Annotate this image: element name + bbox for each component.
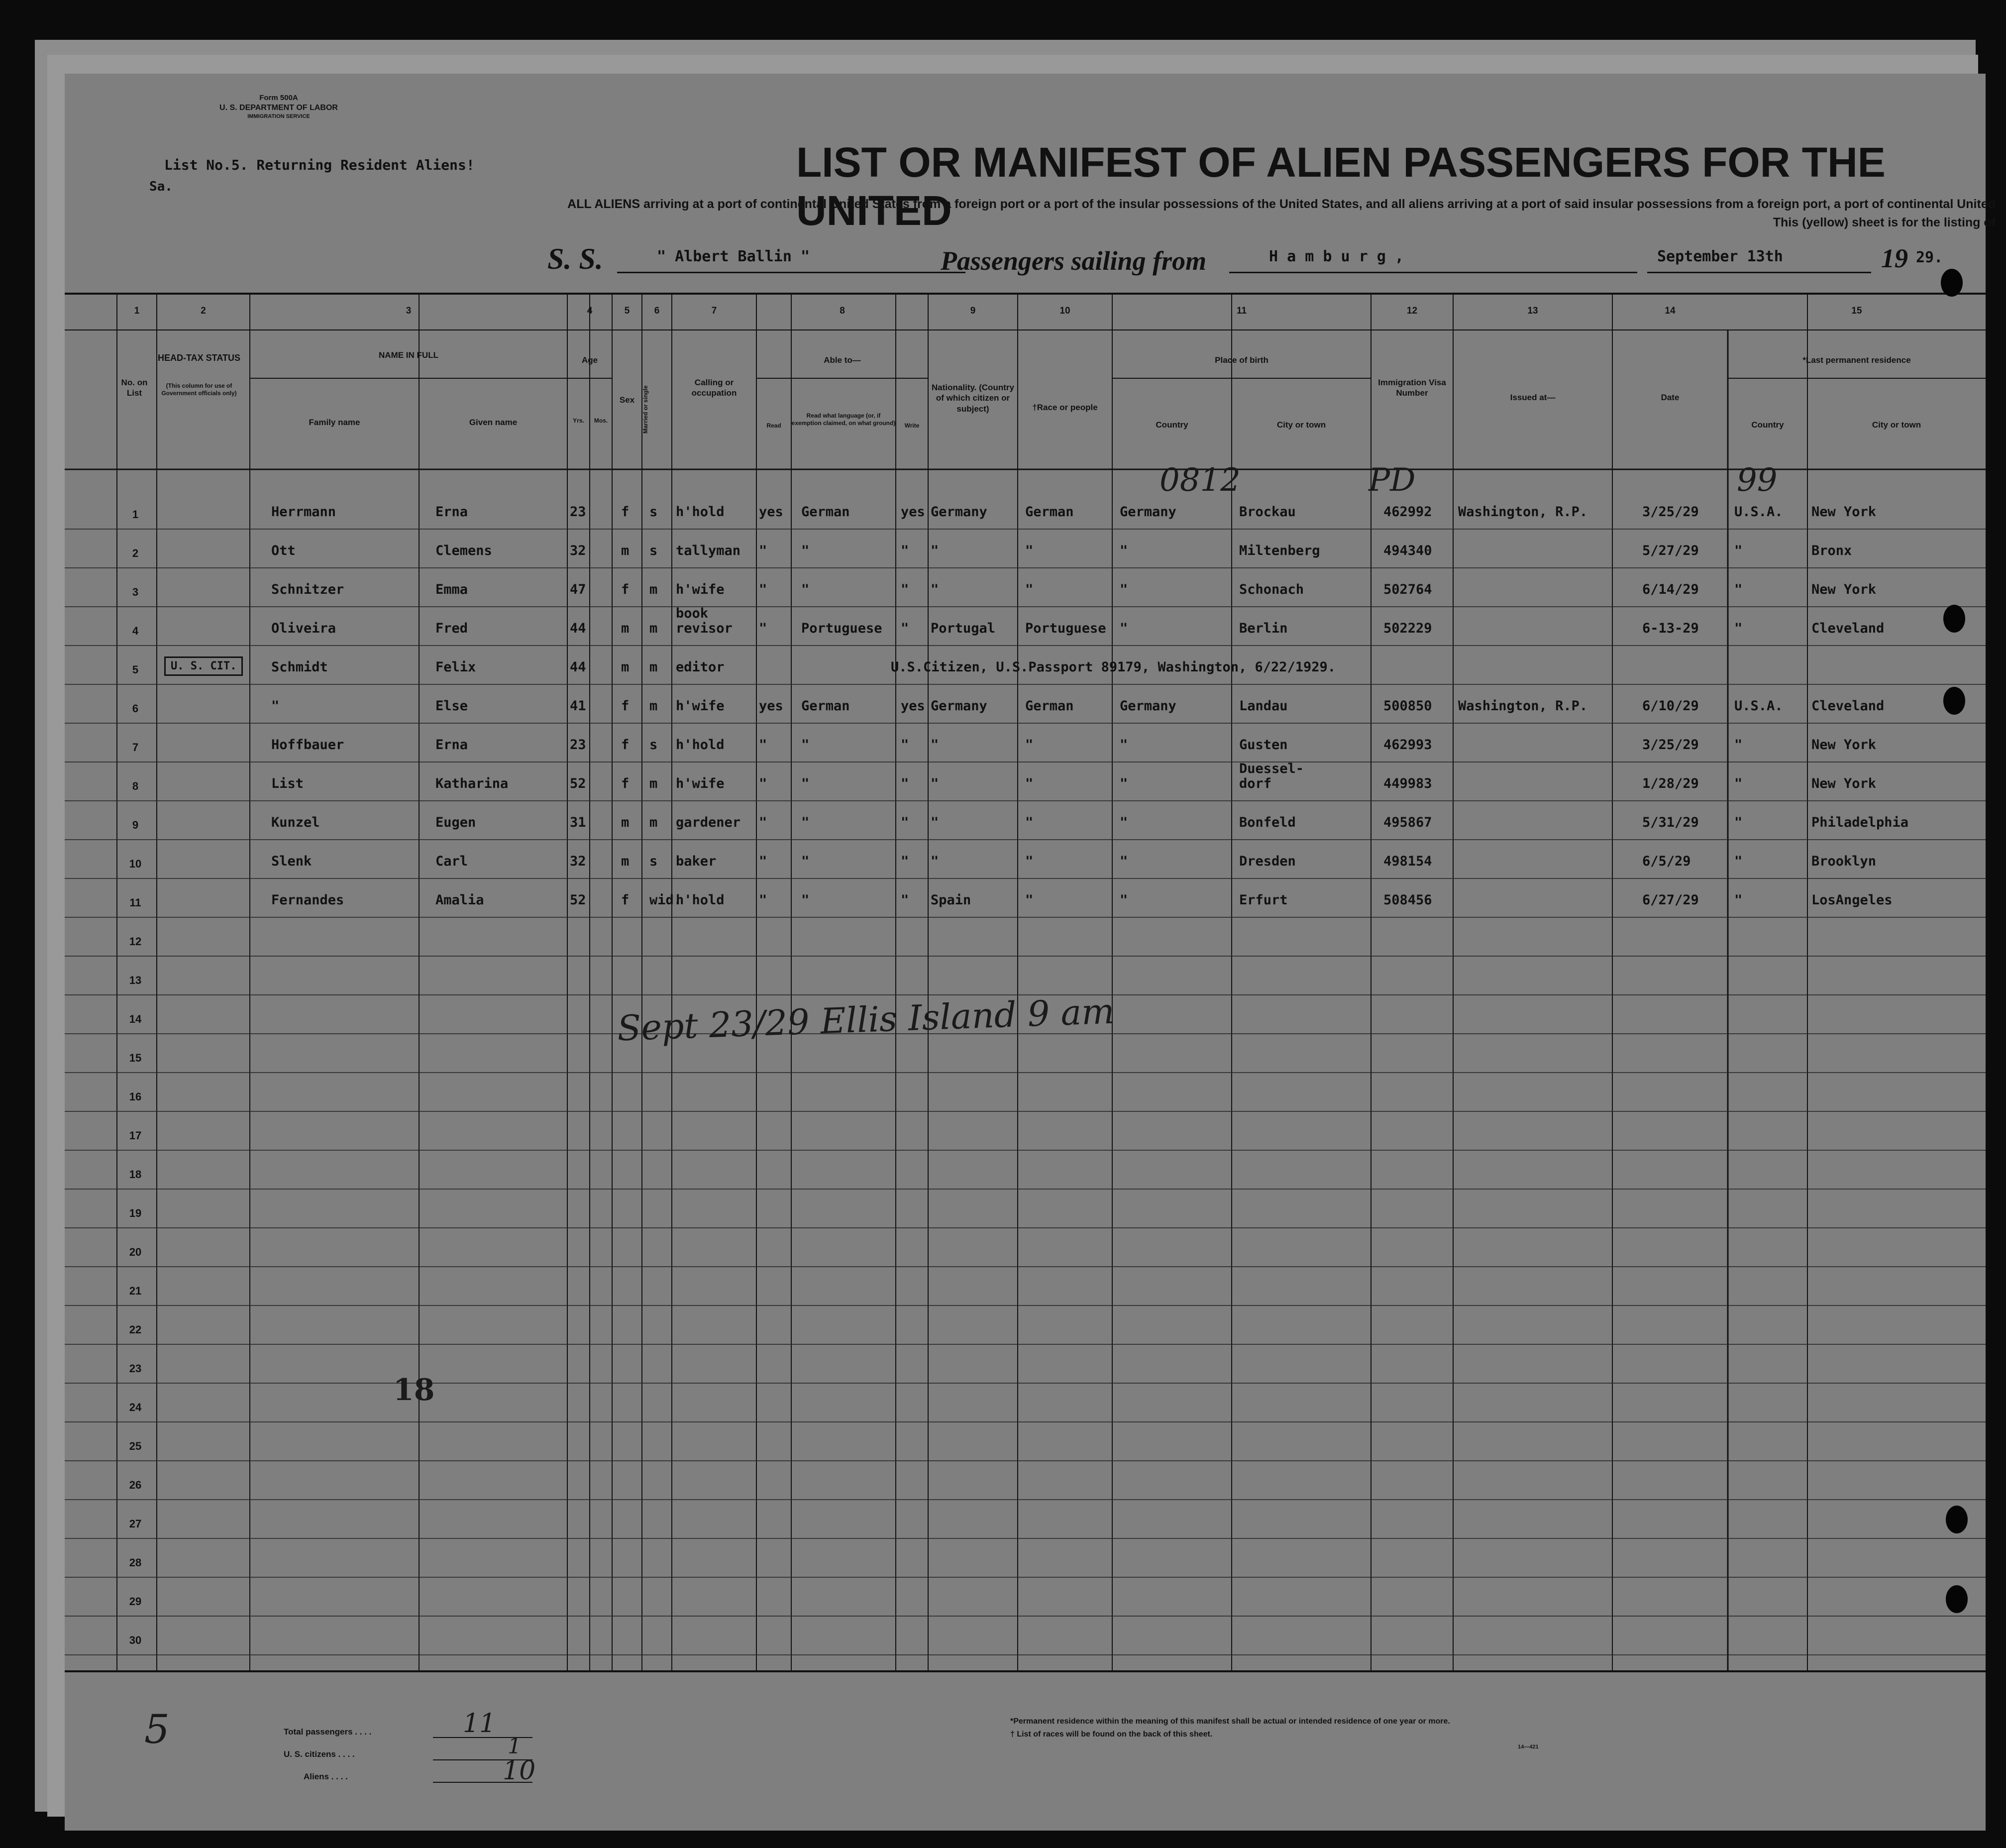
issued-at: Washington, R.P. (1458, 698, 1588, 714)
given-name: Clemens (435, 543, 492, 558)
residence-city: New York (1811, 737, 1877, 753)
read: " (759, 815, 767, 830)
residence-city: Brooklyn (1811, 854, 1877, 869)
family-name: List (271, 776, 304, 791)
birth-country: Germany (1120, 504, 1176, 520)
write: " (901, 543, 909, 558)
manifest-sheet (65, 74, 1996, 1831)
occupation: gardener (676, 815, 741, 830)
row-number: 10 (129, 858, 142, 870)
birth-country: " (1120, 543, 1128, 558)
hdr-read: Read (766, 422, 781, 429)
hdr-calling: Calling or occupation (691, 378, 737, 398)
read: " (759, 776, 767, 791)
given-name: Eugen (435, 815, 476, 830)
column-number: 3 (406, 306, 412, 316)
column-number: 11 (1236, 306, 1247, 316)
column-number: 7 (711, 306, 717, 316)
residence-city: Philadelphia (1811, 815, 1909, 830)
birth-city: Berlin (1239, 621, 1288, 636)
table-grid (65, 74, 1986, 1831)
read: " (759, 737, 767, 753)
birth-city: Miltenberg (1239, 543, 1320, 558)
column-number: 2 (201, 306, 206, 316)
occupation: tallyman (676, 543, 741, 558)
residence-country: U.S.A. (1734, 698, 1783, 714)
aliens-label: Aliens . . . . (304, 1772, 348, 1781)
form-department: U. S. DEPARTMENT OF LABOR (219, 104, 338, 112)
write: " (901, 815, 909, 830)
sex: f (621, 892, 630, 908)
birth-city: Schonach (1239, 582, 1304, 597)
occupation: editor (676, 659, 725, 675)
row-number: 12 (129, 935, 142, 948)
sex: m (621, 854, 630, 869)
total-passengers-value: 11 (463, 1709, 496, 1739)
intro-line-1: ALL ALIENS arriving at a port of continental United States from a foreign port or a port of the insular possessions of the United States, and all aliens arriving at a port of said insular possessions from a foreign port, a port of continental United (567, 197, 1996, 211)
residence-country: " (1734, 621, 1743, 636)
column-number: 14 (1665, 306, 1676, 316)
handwritten-code-0812: 0812 (1160, 462, 1241, 499)
read-language: " (801, 815, 810, 830)
residence-country: U.S.A. (1734, 504, 1783, 520)
punch-hole (1946, 1585, 1968, 1613)
birth-country: Germany (1120, 698, 1176, 714)
read-language: " (801, 892, 810, 908)
visa-date: 6-13-29 (1642, 621, 1699, 636)
manifest-title: LIST OR MANIFEST OF ALIEN PASSENGERS FOR THE UNITED (796, 139, 1886, 234)
family-name: Kunzel (271, 815, 320, 830)
aliens-line (433, 1782, 532, 1783)
visa-date: 5/27/29 (1642, 543, 1699, 558)
ship-name: " Albert Ballin " (657, 248, 810, 265)
footnote-races: † List of races will be found on the back of this sheet. (1010, 1730, 1213, 1739)
sex: f (621, 698, 630, 714)
form-number: Form 500A (259, 94, 298, 102)
birth-city: Landau (1239, 698, 1288, 714)
residence-country: " (1734, 892, 1743, 908)
visa-number: 449983 (1383, 776, 1432, 791)
list-label: List No.5. Returning Resident Aliens! (164, 157, 475, 173)
read: " (759, 543, 767, 558)
row-number: 24 (129, 1401, 142, 1413)
age-years: 32 (570, 543, 586, 558)
punch-hole (1943, 687, 1965, 715)
row-number: 29 (129, 1595, 142, 1608)
age-years: 31 (570, 815, 586, 830)
column-number: 1 (134, 306, 140, 316)
row-number: 2 (132, 547, 139, 559)
visa-number: 502764 (1383, 582, 1432, 597)
hdr-age: Age (581, 355, 598, 365)
read-language: German (801, 698, 850, 714)
age-years: 23 (570, 737, 586, 753)
read-language: German (801, 504, 850, 520)
read-language: " (801, 737, 810, 753)
birth-city: Dresden (1239, 854, 1296, 869)
marital-status: m (649, 776, 658, 791)
sex: f (621, 776, 630, 791)
birth-country: " (1120, 582, 1128, 597)
birth-country: " (1120, 621, 1128, 636)
birth-city: Duessel- (1239, 761, 1304, 776)
hdr-visa: Immigration Visa Number (1378, 378, 1446, 398)
column-number: 5 (624, 306, 630, 316)
write: " (901, 582, 909, 597)
given-name: Erna (435, 737, 468, 753)
read-language: " (801, 854, 810, 869)
visa-date: 6/27/29 (1642, 892, 1699, 908)
read: " (759, 892, 767, 908)
age-years: 23 (570, 504, 586, 520)
visa-number: 462992 (1383, 504, 1432, 520)
read: yes (759, 504, 783, 520)
age-years: 41 (570, 698, 586, 714)
birth-country: " (1120, 815, 1128, 830)
us-citizens-value: 1 (508, 1734, 522, 1759)
row-number: 5 (132, 663, 139, 676)
race: " (1025, 815, 1034, 830)
occupation: h'hold (676, 892, 725, 908)
read: yes (759, 698, 783, 714)
marital-status: s (649, 854, 658, 869)
hdr-birth-city: City or town (1276, 420, 1326, 430)
write: yes (901, 504, 925, 520)
year-prefix: 19 (1881, 243, 1908, 273)
hdr-nationality: Nationality. (Country of which citizen or subject) (932, 383, 1014, 414)
residence-country: " (1734, 543, 1743, 558)
issued-at: Washington, R.P. (1458, 504, 1588, 520)
visa-number: 498154 (1383, 854, 1432, 869)
year-suffix: 29. (1916, 249, 1943, 266)
family-name: Oliveira (271, 621, 336, 636)
marital-status: s (649, 543, 658, 558)
visa-date: 6/5/29 (1642, 854, 1691, 869)
given-name: Amalia (435, 892, 484, 908)
given-name: Else (435, 698, 468, 714)
hdr-yrs: Yrs. (573, 417, 584, 424)
hdr-mos: Mos. (594, 417, 608, 424)
residence-country: " (1734, 582, 1743, 597)
birth-city: Gusten (1239, 737, 1288, 753)
sex: f (621, 582, 630, 597)
nationality: Portugal (931, 621, 996, 636)
nationality: " (931, 737, 939, 753)
marital-status: m (649, 621, 658, 636)
punch-hole (1941, 269, 1963, 297)
hdr-no-on-list: No. on List (121, 378, 148, 398)
marital-status: wid. (649, 892, 682, 908)
marital-status: m (649, 659, 658, 675)
residence-city: New York (1811, 504, 1877, 520)
visa-number: 500850 (1383, 698, 1432, 714)
family-name: Schnitzer (271, 582, 344, 597)
column-number: 6 (654, 306, 660, 316)
read: " (759, 582, 767, 597)
read: " (759, 621, 767, 636)
given-name: Fred (435, 621, 468, 636)
race: " (1025, 892, 1034, 908)
row-number: 8 (132, 780, 139, 792)
hdr-place-of-birth: Place of birth (1215, 355, 1268, 365)
hdr-last-residence: *Last permanent residence (1802, 355, 1911, 365)
marital-status: m (649, 698, 658, 714)
hdr-head-tax-note: (This column for use of Government officials only) (161, 382, 237, 397)
birth-city-line-2: dorf (1239, 776, 1272, 791)
sailing-label: Passengers sailing from (941, 246, 1207, 276)
age-years: 52 (570, 776, 586, 791)
race: " (1025, 737, 1034, 753)
nationality: Spain (931, 892, 971, 908)
race: " (1025, 543, 1034, 558)
race: German (1025, 698, 1074, 714)
hdr-head-tax: HEAD-TAX STATUS (158, 353, 240, 363)
occupation: h'hold (676, 737, 725, 753)
given-name: Carl (435, 854, 468, 869)
occupation: h'wife (676, 698, 725, 714)
age-years: 44 (570, 659, 586, 675)
occupation: h'wife (676, 776, 725, 791)
visa-number: 508456 (1383, 892, 1432, 908)
race: " (1025, 854, 1034, 869)
occupation: book (676, 606, 709, 621)
handwritten-code-99: 99 (1737, 462, 1778, 499)
list-sub: Sa. (149, 179, 173, 194)
visa-date: 6/14/29 (1642, 582, 1699, 597)
row-number: 23 (129, 1362, 142, 1375)
column-number: 8 (840, 306, 845, 316)
visa-date: 1/28/29 (1642, 776, 1699, 791)
sailing-date: September 13th (1657, 248, 1783, 265)
nationality: " (931, 582, 939, 597)
ss-label: S. S. (547, 242, 603, 275)
age-years: 44 (570, 621, 586, 636)
hdr-read-what: Read what language (or, if exemption claimed, on what ground) (791, 412, 896, 427)
occupation: baker (676, 854, 717, 869)
read: " (759, 854, 767, 869)
row-number: 21 (129, 1285, 142, 1297)
row-number: 4 (132, 625, 139, 637)
head-tax-stamp: U. S. CIT. (164, 656, 243, 676)
sex: m (621, 621, 630, 636)
occupation: h'hold (676, 504, 725, 520)
column-number: 15 (1851, 306, 1862, 316)
visa-number: 502229 (1383, 621, 1432, 636)
occupation-line-2: revisor (676, 621, 733, 636)
birth-city: Brockau (1239, 504, 1296, 520)
hdr-given-name: Given name (469, 418, 518, 427)
footnote-code: 14—421 (1518, 1744, 1539, 1750)
visa-number: 462993 (1383, 737, 1432, 753)
form-service: IMMIGRATION SERVICE (247, 113, 310, 119)
hdr-res-country: Country (1751, 420, 1784, 430)
age-years: 32 (570, 854, 586, 869)
birth-country: " (1120, 892, 1128, 908)
nationality: Germany (931, 698, 987, 714)
column-number: 13 (1527, 306, 1538, 316)
given-name: Erna (435, 504, 468, 520)
birth-city: Bonfeld (1239, 815, 1296, 830)
total-passengers-label: Total passengers . . . . (284, 1727, 372, 1737)
row-number: 9 (132, 819, 139, 831)
visa-date: 6/10/29 (1642, 698, 1699, 714)
citizen-note: U.S.Citizen, U.S.Passport 89179, Washington, 6/22/1929. (891, 659, 1336, 675)
hdr-name-in-full: NAME IN FULL (379, 350, 438, 360)
residence-city: LosAngeles (1811, 892, 1893, 908)
row-number: 19 (129, 1207, 142, 1219)
intro-line-2: This (yellow) sheet is for the listing of (1773, 216, 1996, 229)
column-number: 10 (1059, 306, 1070, 316)
page-count: 18 (393, 1373, 435, 1408)
family-name: Hoffbauer (271, 737, 344, 753)
write: " (901, 737, 909, 753)
hdr-married: Married or single (642, 385, 649, 434)
age-years: 47 (570, 582, 586, 597)
sex: f (621, 504, 630, 520)
column-number: 12 (1406, 306, 1418, 316)
birth-city: Erfurt (1239, 892, 1288, 908)
write: " (901, 621, 909, 636)
hdr-res-city: City or town (1872, 420, 1921, 430)
row-number: 15 (129, 1052, 142, 1064)
nationality: " (931, 854, 939, 869)
nationality: " (931, 815, 939, 830)
birth-country: " (1120, 737, 1128, 753)
race: Portuguese (1025, 621, 1106, 636)
row-number: 11 (129, 896, 141, 909)
row-number: 14 (129, 1013, 142, 1025)
row-number: 20 (129, 1246, 142, 1258)
sheet-mark: 5 (144, 1706, 170, 1752)
sex: m (621, 659, 630, 675)
footnote-residence: *Permanent residence within the meaning of this manifest shall be actual or intended residence of one year or more. (1010, 1717, 1450, 1726)
write: " (901, 854, 909, 869)
family-name: " (271, 698, 280, 714)
visa-number: 494340 (1383, 543, 1432, 558)
row-number: 7 (132, 741, 139, 754)
nationality: " (931, 543, 939, 558)
residence-city: New York (1811, 582, 1877, 597)
row-number: 27 (129, 1518, 142, 1530)
write: yes (901, 698, 925, 714)
visa-date: 3/25/29 (1642, 737, 1699, 753)
race: " (1025, 776, 1034, 791)
nationality: " (931, 776, 939, 791)
residence-city: New York (1811, 776, 1877, 791)
sex: m (621, 543, 630, 558)
us-citizens-label: U. S. citizens . . . . (284, 1749, 355, 1759)
read-language: " (801, 582, 810, 597)
hdr-able-to: Able to— (824, 355, 861, 365)
family-name: Schmidt (271, 659, 328, 675)
given-name: Felix (435, 659, 476, 675)
family-name: Ott (271, 543, 296, 558)
sex: m (621, 815, 630, 830)
hdr-family-name: Family name (309, 418, 360, 427)
row-number: 30 (129, 1634, 142, 1646)
handwritten-arrival-note: Sept 23/29 Ellis Island 9 am (616, 990, 1115, 1049)
row-number: 25 (129, 1440, 142, 1452)
row-number: 16 (129, 1090, 142, 1103)
nationality: Germany (931, 504, 987, 520)
residence-city: Cleveland (1811, 621, 1885, 636)
column-number: 9 (970, 306, 976, 316)
hdr-write: Write (904, 422, 920, 429)
row-number: 1 (132, 508, 139, 521)
marital-status: m (649, 582, 658, 597)
residence-country: " (1734, 776, 1743, 791)
read-language: Portuguese (801, 621, 882, 636)
hdr-issued-at: Issued at— (1510, 393, 1556, 402)
row-number: 17 (129, 1129, 142, 1142)
read-language: " (801, 543, 810, 558)
row-number: 13 (129, 974, 142, 986)
row-number: 18 (129, 1168, 142, 1181)
marital-status: m (649, 815, 658, 830)
aliens-value: 10 (503, 1756, 536, 1786)
write: " (901, 776, 909, 791)
row-number: 26 (129, 1479, 142, 1491)
row-number: 22 (129, 1323, 142, 1336)
birth-country: " (1120, 776, 1128, 791)
residence-country: " (1734, 737, 1743, 753)
column-number: 4 (587, 306, 593, 316)
row-number: 3 (132, 586, 139, 598)
row-number: 28 (129, 1556, 142, 1569)
occupation: h'wife (676, 582, 725, 597)
residence-country: " (1734, 815, 1743, 830)
visa-date: 3/25/29 (1642, 504, 1699, 520)
given-name: Emma (435, 582, 468, 597)
marital-status: s (649, 737, 658, 753)
punch-hole (1943, 605, 1965, 633)
hdr-date: Date (1661, 393, 1680, 402)
read-language: " (801, 776, 810, 791)
race: " (1025, 582, 1034, 597)
visa-number: 495867 (1383, 815, 1432, 830)
birth-country: " (1120, 854, 1128, 869)
handwritten-code-pd: PD (1369, 462, 1416, 499)
hdr-sex: Sex (619, 395, 635, 405)
residence-city: Cleveland (1811, 698, 1885, 714)
family-name: Herrmann (271, 504, 336, 520)
race: German (1025, 504, 1074, 520)
visa-date: 5/31/29 (1642, 815, 1699, 830)
marital-status: s (649, 504, 658, 520)
residence-country: " (1734, 854, 1743, 869)
hdr-race: †Race or people (1032, 403, 1098, 412)
punch-hole (1946, 1506, 1968, 1533)
port-name: H a m b u r g , (1269, 248, 1404, 265)
given-name: Katharina (435, 776, 509, 791)
hdr-birth-country: Country (1156, 420, 1188, 430)
write: " (901, 892, 909, 908)
sex: f (621, 737, 630, 753)
age-years: 52 (570, 892, 586, 908)
family-name: Fernandes (271, 892, 344, 908)
family-name: Slenk (271, 854, 312, 869)
residence-city: Bronx (1811, 543, 1852, 558)
row-number: 6 (132, 702, 139, 715)
